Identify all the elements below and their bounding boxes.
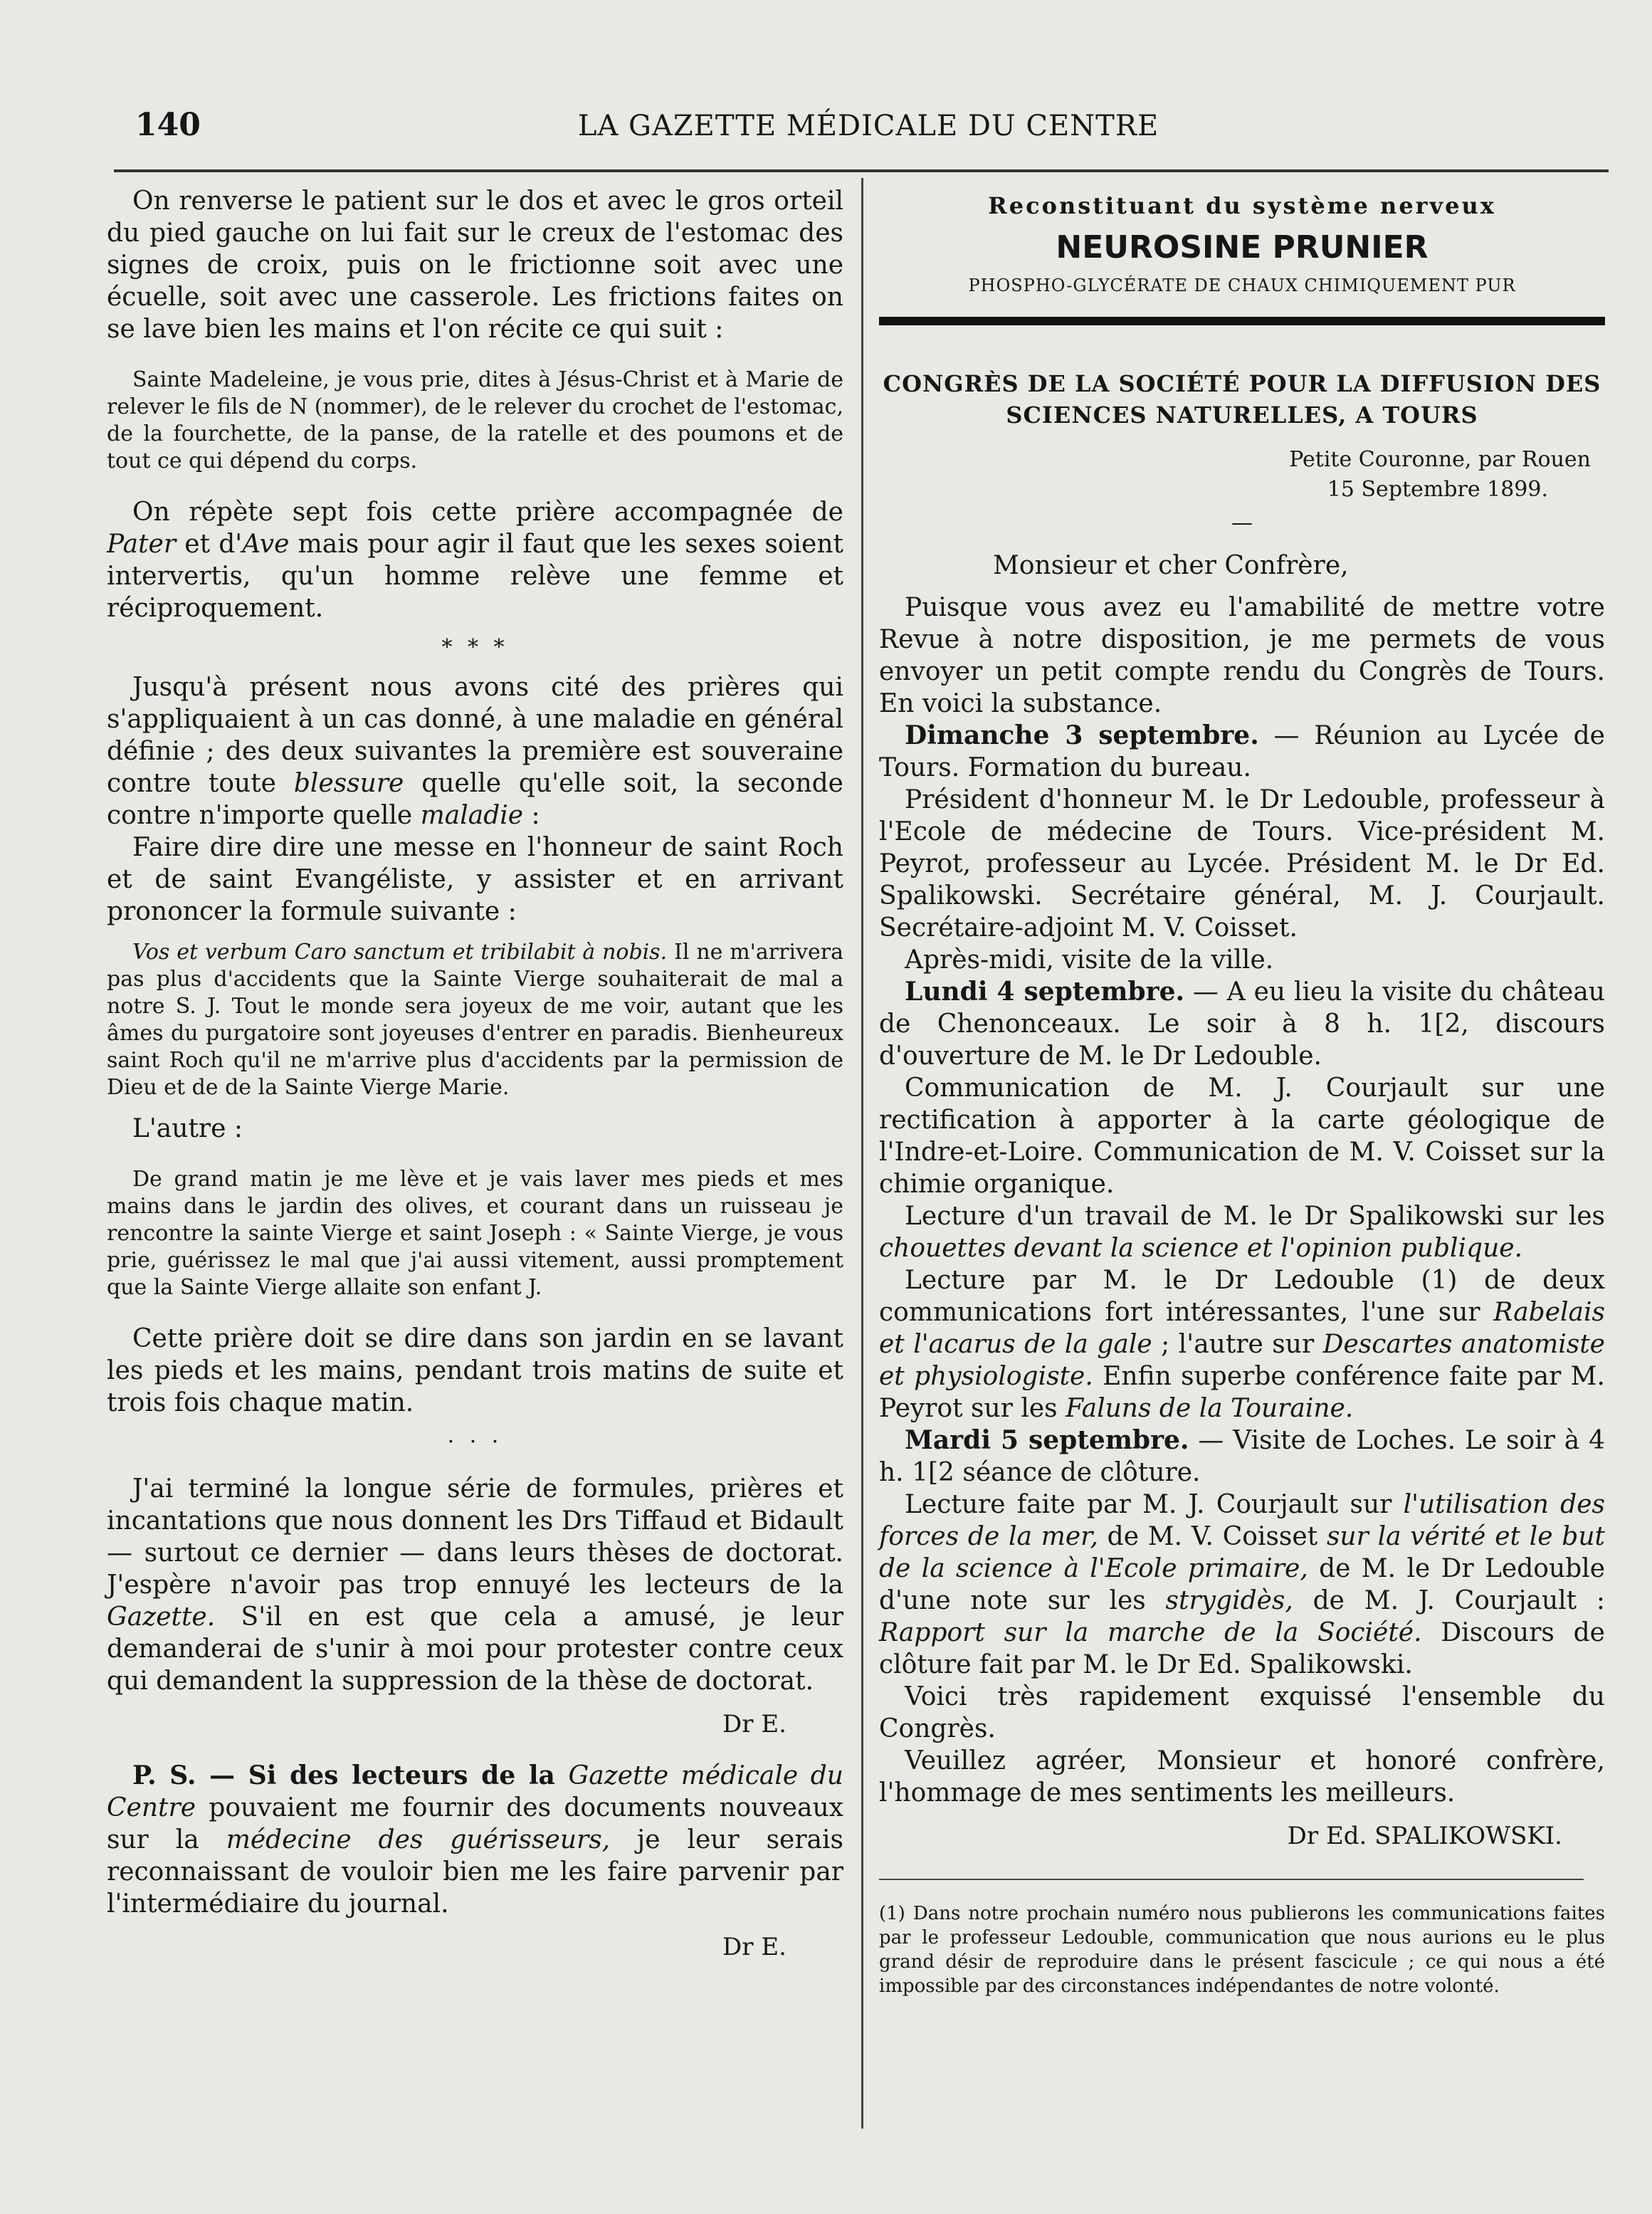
signature-1: Dr E. [722, 1710, 786, 1738]
page-number: 140 [135, 107, 201, 143]
salutation: Monsieur et cher Confrère, [993, 551, 1349, 580]
paragraph-ensemble: Voici très rapidement exquissé l'ensemble du Congrès. [879, 1682, 1605, 1743]
left-column [107, 185, 843, 1961]
article-heading: CONGRÈS DE LA SOCIÉTÉ POUR LA DIFFUSION DES SCIENCES NATURELLES, A TOURS [883, 370, 1601, 429]
journal-title: LA GAZETTE MÉDICALE DU CENTRE [577, 110, 1159, 142]
paragraph-repetition: On répète sept fois cette prière accompagnée de Pater et d'Ave mais pour agir il faut que les sexes soient intervertis, qu'un homme relève une femme et réciproquement. [107, 498, 843, 623]
prayer-jardin: De grand matin je me lève et je vais laver mes pieds et mes mains dans le jardin des olives, et courant dans un ruisseau je rencontre la sainte Vierge et saint Joseph : « Sainte Vierge, je vous prie, guérissez le mal que j'ai aussi vitement, aussi promptement que la Sainte Vierge allaite son enfant J. [107, 1167, 843, 1300]
paragraph-ledouble: Lecture par M. le Dr Ledouble (1) de deux communications fort intéressantes, l'une sur Rabelais et l'acarus de la gale ; l'autre sur Descartes anatomiste et physiologiste. Enfin superbe conférence faite par M. Peyrot sur les Faluns de la Touraine. [879, 1266, 1605, 1423]
dash-separator: — [1231, 510, 1253, 535]
prayer-saint-roch: Vos et verbum Caro sanctum et tribilabit à nobis. Il ne m'arrivera pas plus d'accidents que la Sainte Vierge souhaiterait de mal a notre S. J. Tout le monde sera joyeux de me voir, autant que les âmes du purgatoire sont joyeuses d'entrer en paradis. Bienheureux saint Roch qu'il ne m'arrive plus d'accidents par la permission de Dieu et de de la Sainte Vierge Marie. [107, 940, 844, 1100]
ad-description: PHOSPHO-GLYCÉRATE DE CHAUX CHIMIQUEMENT PUR [968, 276, 1516, 295]
ad-product-name: NEUROSINE PRUNIER [1056, 229, 1429, 266]
section-dots: · · · [447, 1429, 503, 1454]
paragraph-lundi: Lundi 4 septembre. — A eu lieu la visite du château de Chenonceaux. Le soir à 8 h. 1[2, discours d'ouverture de M. le Dr Ledouble. [879, 977, 1605, 1071]
paragraph-conclusion: J'ai terminé la longue série de formules, prières et incantations que nous donnent les Drs Tiffaud et Bidault — surtout ce dernier — dans leurs thèses de doctorat. J'espère n'avoir pas trop ennuyé les lecteurs de la Gazette. S'il en est que cela a amusé, je leur demanderai de s'unir à moi pour protester contre ceux qui demandent la suppression de la thèse de doctorat. [107, 1474, 843, 1696]
paragraph-bureau: Président d'honneur M. le Dr Ledouble, professeur à l'Ecole de médecine de Tours. Vice-président M. Peyrot, professeur au Lycée. Président M. le Dr Ed. Spalikowski. Secrétaire général, M. J. Courjault. Secrétaire-adjoint M. V. Coisset. [879, 785, 1605, 943]
right-column [879, 185, 1605, 1998]
column-separator [861, 178, 863, 2129]
page-header [135, 107, 1601, 157]
paragraph-friction: On renverse le patient sur le dos et avec le gros orteil du pied gauche on lui fait sur le creux de l'estomac des signes de croix, puis on le frictionne soit avec une écuelle, soit avec une casserole. Les frictions faites on se lave bien les mains et l'on récite ce qui suit : [107, 187, 843, 344]
signature-spalikowski: Dr Ed. SPALIKOWSKI. [1287, 1822, 1562, 1850]
paragraph-postscript: P. S. — Si des lecteurs de la Gazette médicale du Centre pouvaient me fournir des documents nouveaux sur la médecine des guérisseurs, je leur serais reconnaissant de vouloir bien me les faire parvenir par l'intermédiaire du journal. [107, 1761, 844, 1919]
paragraph-jardin-instructions: Cette prière doit se dire dans son jardin en se lavant les pieds et les mains, pendant trois matins de suite et trois fois chaque matin. [107, 1324, 843, 1417]
paragraph-messe: Faire dire dire une messe en l'honneur de saint Roch et de saint Evangéliste, y assister et en arrivant prononcer la formule suivante : [107, 833, 843, 926]
paragraph-formule: Veuillez agréer, Monsieur et honoré confrère, l'hommage de mes sentiments les meilleurs. [879, 1746, 1605, 1808]
paragraph-two-prayers: Jusqu'à présent nous avons cité des prières qui s'appliquaient à un cas donné, à une maladie en général définie ; des deux suivantes la première est souveraine contre toute blessure quelle qu'elle soit, la seconde contre n'importe quelle maladie : [107, 673, 843, 830]
dateline: Petite Couronne, par Rouen 15 Septembre 1899. [1289, 447, 1591, 502]
paragraph-dimanche: Dimanche 3 septembre. — Réunion au Lycée de Tours. Formation du bureau. [879, 720, 1605, 782]
paragraph-intro: Puisque vous avez eu l'amabilité de mettre votre Revue à notre disposition, je me permets de vous envoyer un petit compte rendu du Congrès de Tours. En voici la substance. [879, 593, 1605, 718]
paragraph-lautre: L'autre : [132, 1114, 243, 1143]
footnote-rule [879, 1879, 1584, 1880]
paragraph-mardi: Mardi 5 septembre. — Visite de Loches. Le soir à 4 h. 1[2 séance de clôture. [879, 1425, 1605, 1487]
footnote: (1) Dans notre prochain numéro nous publierons les communications faites par le professeur Ledouble, communication que nous aurions eu le plus grand désir de reproduire dans le présent fascicule ; ce qui nous a été impossible par des circonstances indépendantes de notre volonté. [879, 1903, 1605, 1997]
paragraph-apres-midi: Après-midi, visite de la ville. [905, 945, 1274, 975]
header-rule [114, 169, 1609, 172]
section-stars: * * * [441, 635, 509, 660]
signature-2: Dr E. [722, 1933, 786, 1961]
prayer-madeleine: Sainte Madeleine, je vous prie, dites à Jésus-Christ et à Marie de relever le fils de N (nommer), de le relever du crochet de l'estomac, de la fourchette, de la panse, de la ratelle et des poumons et de tout ce qui dépend du corps. [107, 367, 843, 473]
ad-tagline: Reconstituant du système nerveux [988, 192, 1496, 219]
ad-bar [879, 317, 1605, 325]
paragraph-lecture-chouettes: Lecture d'un travail de M. le Dr Spalikowski sur les chouettes devant la science et l'opinion publique. [879, 1202, 1605, 1263]
paragraph-communications: Communication de M. J. Courjault sur une rectification à apporter à la carte géologique de l'Indre-et-Loire. Communication de M. V. Coisset sur la chimie organique. [879, 1074, 1605, 1199]
paragraph-cloture: Lecture faite par M. J. Courjault sur l'utilisation des forces de la mer, de M. V. Coisset sur la vérité et le but de la science à l'Ecole primaire, de M. le Dr Ledouble d'une note sur les strygidès, de M. J. Courjault : Rapport sur la marche de la Société. Discours de clôture fait par M. le Dr Ed. Spalikowski. [879, 1490, 1606, 1679]
